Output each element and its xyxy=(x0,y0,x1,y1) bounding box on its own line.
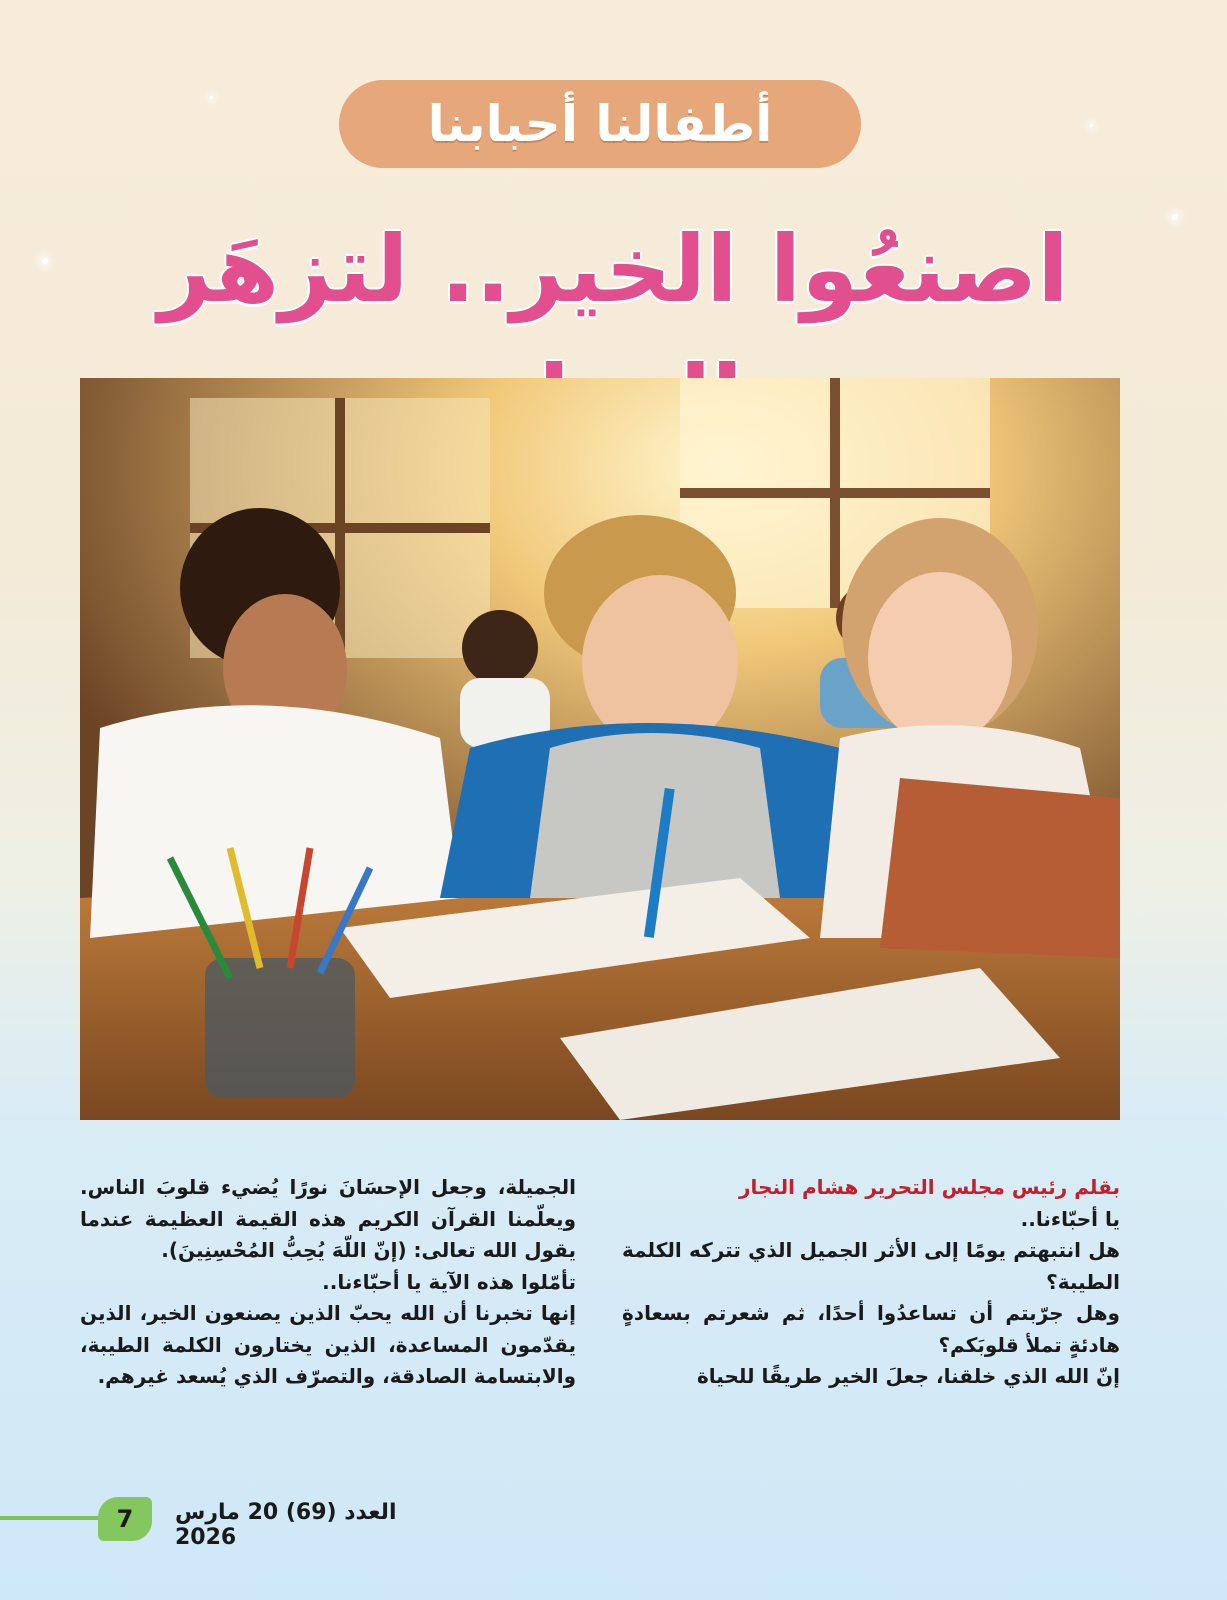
section-label-pill xyxy=(339,80,861,168)
children-classroom-illustration xyxy=(80,378,1120,1120)
page-number: 7 xyxy=(116,1505,134,1533)
article-column-right xyxy=(622,1172,1120,1393)
page-number-badge xyxy=(98,1497,152,1541)
article-column-left xyxy=(80,1172,576,1393)
sparkle-decoration xyxy=(42,258,48,264)
article-paragraph: الجميلة، وجعل الإحسَانَ نورًا يُضيء قلوبَ الناس. ويعلّمنا القرآن الكريم هذه القيمة العظيمة عندما يقول الله تعالى: (إنّ اللّهَ يُحِبُّ المُحْسِنِينَ). xyxy=(80,1175,576,1262)
sparkle-decoration xyxy=(1172,214,1178,220)
sparkle-decoration xyxy=(210,96,213,99)
article-paragraph: تأمّلوا هذه الآية يا أحبّاءنا.. xyxy=(322,1269,576,1294)
article-paragraph: إنها تخبرنا أن الله يحبّ الذين يصنعون الخير، الذين يقدّمون المساعدة، الذين يختارون الكلمة الطيبة، والابتسامة الصادقة، والتصرّف الذي يُسعد غيرهم. xyxy=(80,1301,576,1388)
article-paragraph: هل انتبهتم يومًا إلى الأثر الجميل الذي تتركه الكلمة الطيبة؟ xyxy=(622,1238,1120,1294)
article-paragraph: وهل جرّبتم أن تساعدُوا أحدًا، ثم شعرتم بسعادةٍ هادئةٍ تملأ قلوبَكم؟ xyxy=(622,1301,1120,1357)
article-paragraph: إنّ الله الذي خلقنا، جعلَ الخير طريقًا للحياة xyxy=(696,1364,1120,1388)
article-title: اصنعُوا الخير.. لتزهَر xyxy=(158,216,1069,323)
footer-divider xyxy=(0,1516,100,1520)
article-byline: بقلم رئيس مجلس التحرير هشام النجار xyxy=(739,1175,1120,1199)
article-paragraph: يا أحبّاءنا.. xyxy=(1020,1206,1120,1231)
hero-illustration xyxy=(80,378,1120,1120)
issue-info: العدد (69) 20 مارس 2026 xyxy=(175,1500,397,1550)
section-label: أطفالنا أحبابنا xyxy=(427,95,773,153)
sparkle-decoration xyxy=(1090,124,1093,127)
